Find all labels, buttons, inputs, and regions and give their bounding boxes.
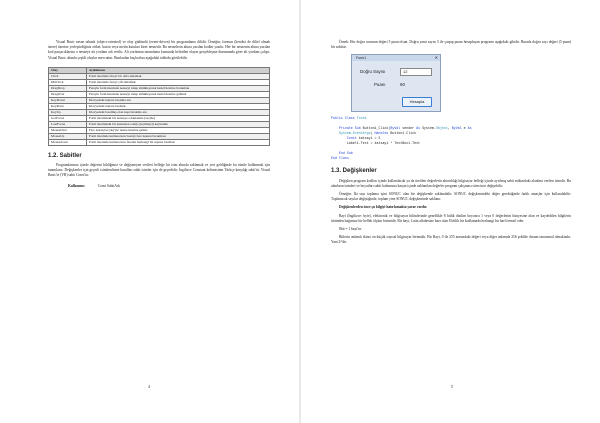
event-name: LostFocus [49,121,87,127]
event-description: Klavyedeki tuşlara basmak [86,103,269,109]
page-right [301,0,600,423]
event-name: MouseUp [49,133,87,139]
section-heading-degiskenler: 1.3. Değişkenler [331,168,377,175]
example-paragraph: Örnek: Her doğru sorunun değeri 5 puan olsun. Doğru yanıt sayısı 5 ile çarpıp puanı hesaplayan programı aşağıdaki gibidir. Burada doğru sayı değeri (5 puan) bir sabittir. [331,40,571,50]
code-keyword: Handles [374,131,389,136]
event-name: KeyUp [49,109,87,115]
code-keyword: ByVal [451,126,462,131]
sabitler-paragraph: Programlarımız içinde değerini bildiğimiz ve değişmeyen verileri belleğe bir isim altında saklamak ve yeri geldiğinde bu isimle kullanmak için tanımlarız. Değişkenler için geçerli isimlendirme kuralları sabit isimler için de geçerlidir. İngilizce Constant kelimesinin Türkçe karşılığı sabit'tir. Visual Basic'te (VB) sabit Const'tır. [48,163,270,178]
form-titlebar: Form1 [352,55,440,61]
form-hesapla-button: Hesapla [402,97,432,107]
close-icon: ✕ [434,55,438,61]
event-name: DblClick [49,79,87,85]
code-text: katsayi = 5 [358,136,381,141]
code-keyword: As [467,126,472,131]
section-heading-sabitler: 1.2. Sabitler [48,152,82,159]
left-column [48,40,270,189]
code-keyword: Const [346,136,357,141]
event-description: Form üzerinde kullanıcının bastığı fare tuşunu bırakması [86,133,269,139]
code-text: Label1.Text = katsayi * TextBox1.Text [346,141,421,146]
event-name: KeyDown [49,97,87,103]
code-text: Button1.Click [390,131,417,136]
right-column [331,40,571,249]
table-row [49,139,270,145]
degiskenler-paragraph-1: Değişken program kodları içinde kullanılacak ya da üretilen değerlerin aktarıldığı bilgisayar belleği içinde ayrılmış sabit miktardaki alanlara verilen isimdir. Bu alanların isimleri ve boyutları sabit kalmasına karşın içinde saklanılan değerler program çalışması sürecince değişebilir. [331,178,571,188]
code-keyword: ByVal [390,126,401,131]
events-table [48,67,270,146]
form-label-puani: Puanı [374,82,386,88]
bold-note: Değişkenlerden önce şu bilgiyi hatırlamakta yarar vardır. [339,205,428,210]
event-description: Form üzerindeki bir nesneden odağı (seçilmeyi) kaybetme [86,121,269,127]
event-name: DragOver [49,91,87,97]
event-name: GotFocus [49,115,87,121]
intro-paragraph: Visual Basic nesne tabanlı (object-oriented) ve olay güdümlü (event-driven) bir programlama dilidir. Örneğin; formun (kendisi de diltel olmak üzere) üzerine yerleştirdiğiniz etiket, buton veya metin kutuları birer nesnedir. Bu nesnelerin altına yazılan kodlar yazılır. Her bir nesnenin altına yazılan kod parçacıklarına o nesneye ait yordam adı verilir. Alt yordamın tanımlama kısmında belirtilen olayın gerçekleşme durumunda girer alt yordam çalışır. Visual Basic altında çeşitli olaylar mevcuttur. Bunlardan başlıcaları aşağıdaki tabloda görülebilir. [48,40,270,60]
code-keyword: End Class [331,156,349,161]
bayt-paragraph: Bayt (İngilizce: byte), elektronik ve bilgisayar bilimlerinde genellikle 8 bitlik dizilim boyunca 1 veya 0 değerlerini bünyesine alan ve kaydedilen bilgilerin türünden bağımsız bir bellek ölçüm birimidir. Bir bayt, Latin alfabesine bazı olan 8 bitlik bir kodlamada herhangi bir harfi temsil eder. [331,213,571,223]
form-label-dogru-sayisi: Doğru Sayısı [360,69,386,75]
code-text: e [463,126,466,131]
usage-label: Kullanımı: [68,183,85,188]
event-description: Form üzerinde fareyi bir defa tıklamak [86,73,269,79]
event-name: KeyPress [49,103,87,109]
event-description: Klavyedeki basılmış olan tuşu bırakma anı [86,109,269,115]
form-textbox: 12 [400,68,432,76]
code-text: ) [370,131,373,136]
usage-code: Const SabitAdı [97,183,120,188]
table-header-description: Açıklaması [86,67,269,73]
page-number-left: 4 [148,384,150,389]
code-type: Form1 [356,116,367,121]
event-description: Fare işaretçisi (ok)'yle nesne üzerine gelme [86,127,269,133]
event-name: Mousedown [49,139,87,145]
event-description: Fareyle form üzerinde nesneyi tutup sürükleyerek hedef üzerine gelmek [86,91,269,97]
code-keyword: End Sub [338,151,353,156]
event-description: Fareyle form üzerinde nesneyi tutup sürükleyerek hedef üzerine bırakmak [86,85,269,91]
code-listing [331,116,571,161]
event-name: MouseOver [49,127,87,133]
code-keyword: Public Class [331,116,355,121]
code-text: Button1_Click( [362,126,391,131]
page-left [0,0,299,423]
event-name: DragDrop [49,85,87,91]
event-description: Form üzerindeki bir nesneye odaklanma (seçme) [86,115,269,121]
code-type: System.EventArgs [338,131,371,136]
form-window-screenshot [351,54,441,112]
event-description: Klavyedeki tuşlara basılma anı [86,97,269,103]
page-number-right: 5 [451,384,453,389]
code-type: Object [435,126,448,131]
bit-paragraph: Bitlerin anlamlı ikinci en küçük sayısal bilgisayar birimidir. Bir Bayt, 0 ile 255 arasındaki değeri veya diğer anlamda 256 şekilde durum tanıtımsal olmaktadır. Yani 2⁸'dir. [331,235,571,245]
code-text: System. [422,126,436,131]
degiskenler-paragraph-2: Örneğin: İki sayı toplama işini SONUC olan bir değişkende saklanabilir. SONUC değişkenindeki değer gerektiğinde farklı amaçlar için kullanılabilir. Toplanacak sayılar değiştiğinde, toplam yine SONUC değişkeninde saklanır. [331,192,571,202]
event-name: Click [49,73,87,79]
code-keyword: Private Sub [338,126,361,131]
event-description: Form üzerinde kullanıcının farenin herhangi bir tuşuna basması [86,139,269,145]
table-header-event: Olay [49,67,87,73]
code-text: sender [402,126,415,131]
code-keyword: As [416,126,421,131]
usage-line [68,184,270,189]
form-result-label: 60 [400,82,405,88]
event-description: Form üzerinde fareyi çift tıklamak [86,79,269,85]
bit-line: 8bit = 1 bayt'tır. [339,227,362,232]
code-text: , [447,126,450,131]
